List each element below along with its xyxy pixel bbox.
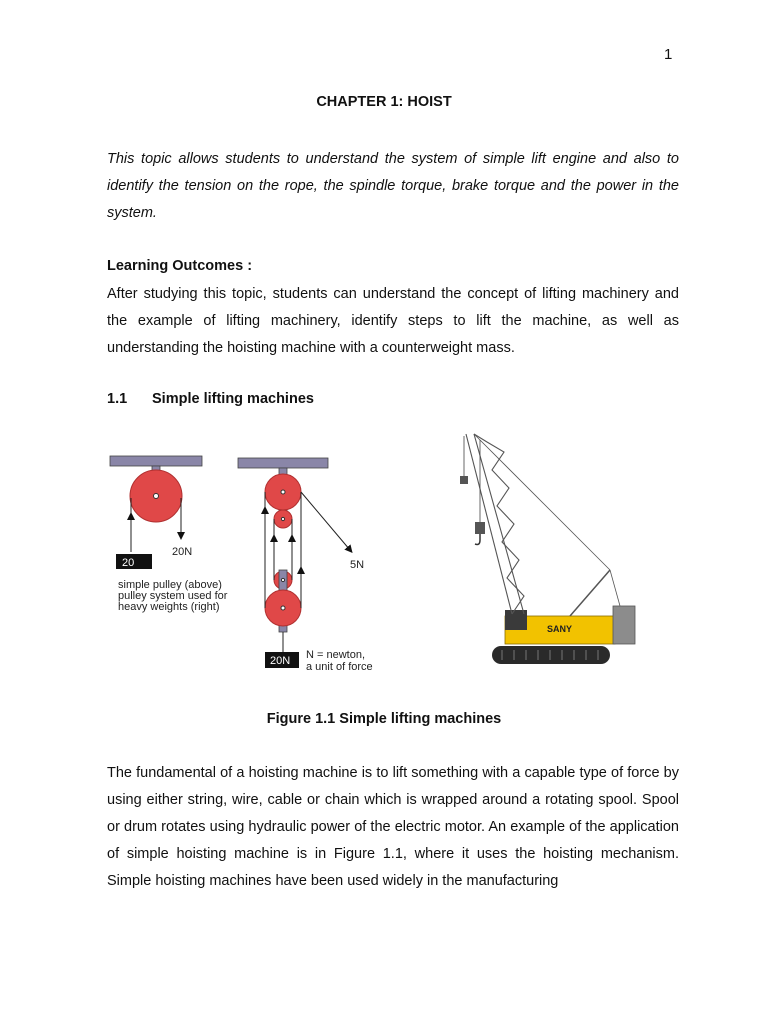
- figure-simple-lifting-machines: [100, 420, 640, 680]
- section-heading: [107, 391, 314, 407]
- pulley-system-beam: [238, 458, 328, 468]
- crane-hook-icon: [475, 534, 480, 545]
- crane-boom: [466, 434, 524, 614]
- crawler-crane-illustration: [460, 434, 635, 664]
- learning-outcomes-body: After studying this topic, students can understand the concept of lifting machinery and the example of lifting machinery, identify steps to lift the machine, as well as understanding the hoisting machine with a counterweight mass.: [107, 286, 679, 356]
- figure-caption: Figure 1.1 Simple lifting machines: [266, 711, 502, 727]
- page-number: 1: [664, 46, 673, 63]
- chapter-title: CHAPTER 1: HOIST: [316, 94, 452, 110]
- simple-caption-line-1: simple pulley (above): [118, 579, 222, 591]
- intro-paragraph: This topic allows students to understand the system of simple lift engine and also to identify the tension on the rope, the spindle torque, brake torque and the power in the system.: [107, 151, 679, 221]
- crane-pendant: [474, 434, 610, 570]
- system-load-label: 20N: [270, 655, 291, 667]
- simple-input-label: 20: [122, 557, 135, 569]
- body-paragraph: The fundamental of a hoisting machine is to lift something with a capable type of force by using either string, wire, cable or chain which is wrapped around a rotating spool. Spool or drum rotates using hydraulic power of the electric motor. An example of the application of simple hoisting machine is in Figure 1.1, where it uses the hoisting mechanism. Simple hoisting machines have been used widely in the manufacturing: [107, 765, 679, 889]
- crane-mast: [570, 570, 610, 616]
- section-number: 1.1: [107, 391, 128, 407]
- simple-pulley-beam: [110, 456, 202, 466]
- crane-brand-label: SANY: [547, 624, 573, 634]
- crane-hook-block-2: [475, 522, 485, 534]
- newton-note-line-2: a unit of force: [306, 661, 373, 673]
- section-title: Simple lifting machines: [152, 391, 314, 407]
- simple-pulley-axle: [154, 494, 159, 499]
- simple-caption-line-3: heavy weights (right): [118, 601, 220, 613]
- crane-hook-block-1: [460, 476, 468, 484]
- crane-backstay: [610, 570, 620, 606]
- system-effort-label: 5N: [350, 559, 365, 571]
- crane-counterweight: [613, 606, 635, 644]
- pulley-effort-rope: [301, 492, 350, 550]
- crane-tracks: [492, 646, 610, 664]
- learning-outcomes-heading: Learning Outcomes :: [107, 258, 253, 274]
- simple-pulley-diagram: [110, 456, 228, 613]
- simple-output-label: 20N: [172, 546, 193, 558]
- newton-note-line-1: N = newton,: [306, 649, 366, 661]
- simple-caption-line-2: pulley system used for: [118, 590, 228, 602]
- pulley-system-diagram: [238, 458, 373, 673]
